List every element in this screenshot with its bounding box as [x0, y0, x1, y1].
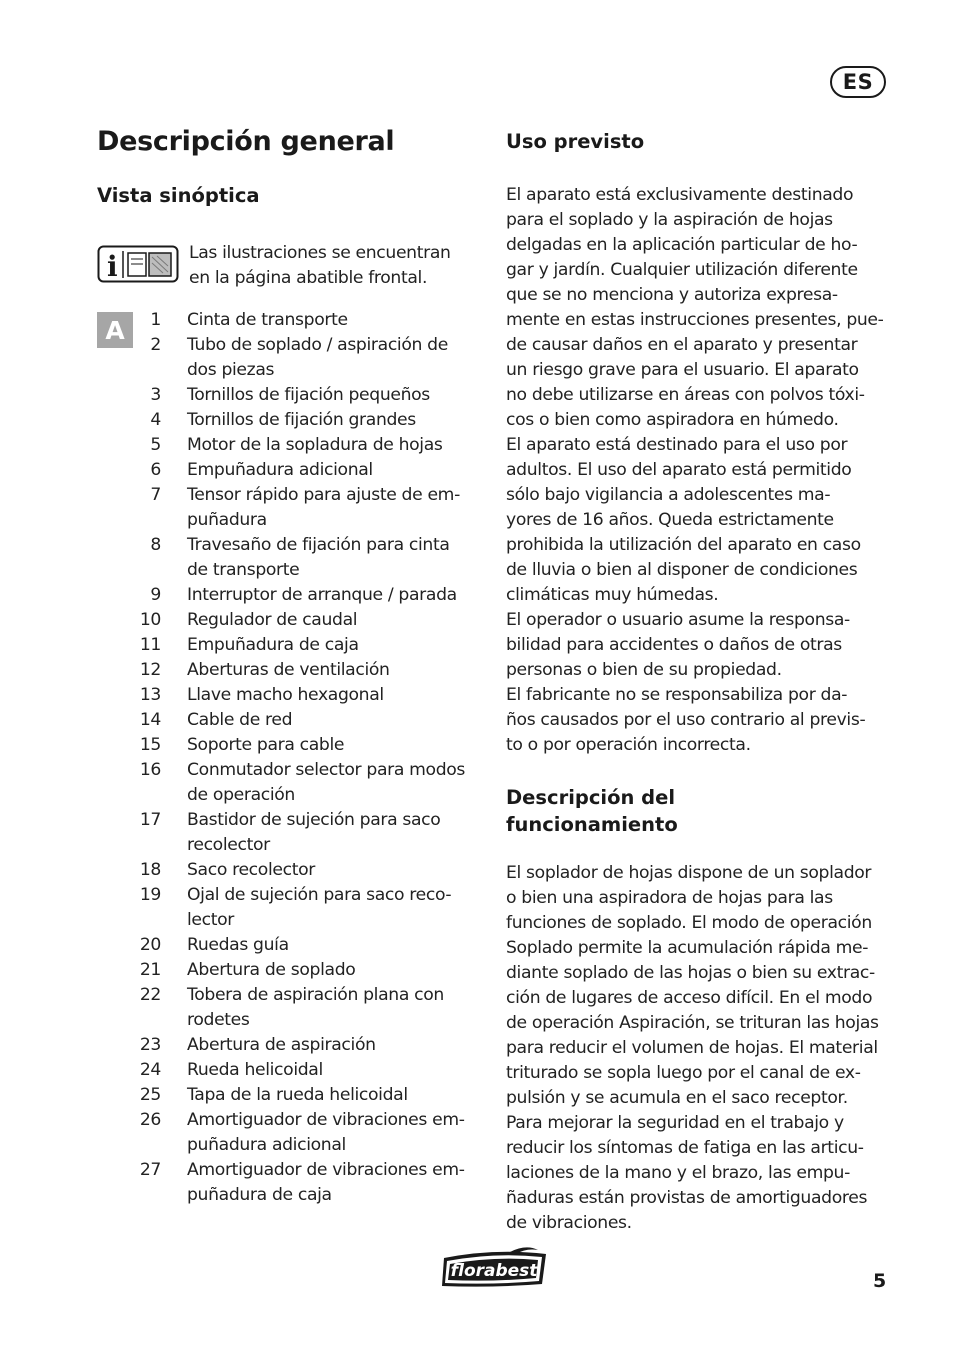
paragraph-line: El soplador de hojas dispone de un soplador: [506, 863, 872, 883]
paragraph-line: de operación Aspiración, se trituran las hojas: [506, 1013, 879, 1033]
paragraph-line: El operador o usuario asume la responsa-: [506, 610, 850, 630]
part-item: [127, 458, 489, 483]
part-item: [127, 858, 489, 883]
part-number: 23: [139, 1035, 161, 1055]
part-number: 25: [139, 1085, 161, 1105]
figure-a-marker: A: [97, 312, 133, 348]
paragraph-line: sólo bajo vigilancia a adolescentes ma-: [506, 485, 831, 505]
right-column: [506, 128, 896, 1236]
part-number: 2: [150, 335, 161, 355]
part-label: [187, 733, 489, 758]
part-number: 11: [139, 635, 161, 655]
part-item: [127, 608, 489, 633]
overview-heading: Vista sinóptica: [97, 184, 260, 207]
paragraph-line: funciones de soplado. El modo de operación: [506, 913, 872, 933]
part-item: [127, 433, 489, 458]
function-heading: [506, 784, 896, 838]
part-label-line: puñadura adicional: [187, 1135, 346, 1155]
part-label: [187, 408, 489, 433]
paragraph-line: de causar daños en el aparato y presentar: [506, 335, 858, 355]
part-label: [187, 708, 489, 733]
part-item: [127, 308, 489, 333]
paragraph-line: ños causados por el uso contrario al previs-: [506, 710, 866, 730]
part-label: [187, 633, 489, 658]
part-item: [127, 1083, 489, 1108]
part-label-line: Empuñadura adicional: [187, 460, 373, 480]
language-badge: ES: [830, 66, 886, 98]
paragraph-line: reducir los síntomas de fatiga en las articu-: [506, 1138, 864, 1158]
info-note-text: [189, 241, 489, 291]
part-item: [127, 808, 489, 858]
part-label-line: Ruedas guía: [187, 935, 289, 955]
part-item: [127, 333, 489, 383]
part-label-line: Abertura de soplado: [187, 960, 356, 980]
paragraph-line: El aparato está destinado para el uso por: [506, 435, 848, 455]
part-label: [187, 308, 489, 333]
paragraph: [506, 1111, 896, 1236]
paragraph-line: gar y jardín. Cualquier utilización diferente: [506, 260, 858, 280]
part-label-line: puñadura de caja: [187, 1185, 332, 1205]
paragraph: [506, 683, 896, 758]
part-label: [187, 858, 489, 883]
part-label: [187, 758, 489, 808]
part-item: [127, 733, 489, 758]
paragraph-line: para el soplado y la aspiración de hojas: [506, 210, 833, 230]
part-label-line: dos piezas: [187, 360, 275, 380]
info-note-line: Las ilustraciones se encuentran: [189, 243, 451, 263]
part-label-line: Travesaño de fijación para cinta: [187, 535, 450, 555]
part-item: [127, 983, 489, 1033]
paragraph-line: de lluvia o bien al disponer de condiciones: [506, 560, 858, 580]
fold-out-page-icon: [97, 245, 179, 283]
part-label-line: de transporte: [187, 560, 300, 580]
part-item: [127, 758, 489, 808]
paragraph-line: Para mejorar la seguridad en el trabajo y: [506, 1113, 844, 1133]
part-label-line: Amortiguador de vibraciones em-: [187, 1160, 465, 1180]
part-number: 3: [150, 385, 161, 405]
part-item: [127, 1108, 489, 1158]
part-number: 18: [139, 860, 161, 880]
part-item: [127, 933, 489, 958]
paragraph: [506, 183, 896, 433]
page-title: Descripción general: [97, 126, 395, 157]
paragraph-line: ción de lugares de acceso difícil. En el modo: [506, 988, 873, 1008]
part-label: [187, 958, 489, 983]
part-label: [187, 1158, 489, 1208]
part-label-line: Aberturas de ventilación: [187, 660, 390, 680]
paragraph-line: adultos. El uso del aparato está permitido: [506, 460, 852, 480]
part-label: [187, 458, 489, 483]
part-item: [127, 883, 489, 933]
part-label-line: recolector: [187, 835, 270, 855]
paragraph-line: de vibraciones.: [506, 1213, 632, 1233]
part-item: [127, 708, 489, 733]
svg-text:i: i: [107, 250, 118, 283]
part-number: 26: [139, 1110, 161, 1130]
part-number: 22: [139, 985, 161, 1005]
part-number: 17: [139, 810, 161, 830]
paragraph-line: delgadas en la aplicación particular de ho-: [506, 235, 858, 255]
part-label-line: Rueda helicoidal: [187, 1060, 323, 1080]
florabest-logo: [438, 1244, 552, 1290]
part-number: 13: [139, 685, 161, 705]
part-label-line: Tensor rápido para ajuste de em-: [187, 485, 460, 505]
part-number: 27: [139, 1160, 161, 1180]
function-heading-line: funcionamiento: [506, 813, 678, 836]
part-item: [127, 658, 489, 683]
paragraph-line: bilidad para accidentes o daños de otras: [506, 635, 842, 655]
part-label: [187, 533, 489, 583]
part-label: [187, 1083, 489, 1108]
part-number: 7: [150, 485, 161, 505]
part-label-line: Cable de red: [187, 710, 293, 730]
paragraph-line: El aparato está exclusivamente destinado: [506, 185, 854, 205]
intended-use-heading: Uso previsto: [506, 130, 645, 153]
part-number: 12: [139, 660, 161, 680]
part-item: [127, 1058, 489, 1083]
paragraph-line: triturado se sopla luego por el canal de ex-: [506, 1063, 861, 1083]
part-number: 16: [139, 760, 161, 780]
part-label: [187, 983, 489, 1033]
part-label-line: Tornillos de fijación grandes: [187, 410, 416, 430]
part-label: [187, 383, 489, 408]
part-label: [187, 683, 489, 708]
part-item: [127, 1033, 489, 1058]
part-number: 21: [139, 960, 161, 980]
info-note-line: en la página abatible frontal.: [189, 268, 428, 288]
paragraph-line: yores de 16 años. Queda estrictamente: [506, 510, 834, 530]
paragraph-line: pulsión y se acumula en el saco receptor.: [506, 1088, 848, 1108]
part-label: [187, 1108, 489, 1158]
part-label-line: Motor de la sopladura de hojas: [187, 435, 443, 455]
part-label-line: Regulador de caudal: [187, 610, 358, 630]
part-label-line: Tubo de soplado / aspiración de: [187, 335, 448, 355]
part-label-line: Llave macho hexagonal: [187, 685, 384, 705]
paragraph-line: no debe utilizarse en áreas con polvos tóxi-: [506, 385, 865, 405]
part-label-line: Conmutador selector para modos: [187, 760, 466, 780]
intended-use-text: [506, 183, 896, 758]
paragraph-line: para reducir el volumen de hojas. El material: [506, 1038, 878, 1058]
part-label-line: Tobera de aspiración plana con: [187, 985, 444, 1005]
part-label-line: de operación: [187, 785, 295, 805]
paragraph-line: o bien una aspiradora de hojas para las: [506, 888, 833, 908]
paragraph-line: laciones de la mano y el brazo, las empu-: [506, 1163, 850, 1183]
part-number: 8: [150, 535, 161, 555]
part-label-line: Bastidor de sujeción para saco: [187, 810, 441, 830]
info-note: [97, 231, 487, 291]
part-item: [127, 483, 489, 533]
parts-list: [127, 308, 489, 1208]
paragraph-line: diante soplado de las hojas o bien su extrac-: [506, 963, 875, 983]
paragraph-line: El fabricante no se responsabiliza por da-: [506, 685, 848, 705]
part-number: 6: [150, 460, 161, 480]
part-label-line: Ojal de sujeción para saco reco-: [187, 885, 452, 905]
part-number: 15: [139, 735, 161, 755]
part-item: [127, 958, 489, 983]
part-item: [127, 533, 489, 583]
part-label: [187, 1058, 489, 1083]
part-number: 10: [139, 610, 161, 630]
paragraph-line: to o por operación incorrecta.: [506, 735, 751, 755]
part-number: 24: [139, 1060, 161, 1080]
paragraph-line: personas o bien de su propiedad.: [506, 660, 782, 680]
part-item: [127, 408, 489, 433]
paragraph: [506, 433, 896, 608]
part-label-line: Soporte para cable: [187, 735, 345, 755]
paragraph-line: mente en estas instrucciones presentes, pue-: [506, 310, 884, 330]
paragraph: [506, 861, 896, 1111]
part-number: 20: [139, 935, 161, 955]
part-label: [187, 808, 489, 858]
part-label-line: Empuñadura de caja: [187, 635, 359, 655]
logo-text: florabest: [450, 1261, 538, 1281]
paragraph-line: cos o bien como aspiradora en húmedo.: [506, 410, 839, 430]
part-label-line: Tapa de la rueda helicoidal: [187, 1085, 408, 1105]
part-label-line: rodetes: [187, 1010, 250, 1030]
paragraph-line: Soplado permite la acumulación rápida me-: [506, 938, 869, 958]
paragraph-line: ñaduras están provistas de amortiguadores: [506, 1188, 868, 1208]
paragraph-line: que se no menciona y autoriza expresa-: [506, 285, 838, 305]
part-item: [127, 383, 489, 408]
part-label: [187, 433, 489, 458]
part-number: 1: [150, 310, 161, 330]
paragraph-line: un riesgo grave para el usuario. El aparato: [506, 360, 859, 380]
part-label-line: Abertura de aspiración: [187, 1035, 376, 1055]
part-label: [187, 933, 489, 958]
part-label: [187, 583, 489, 608]
function-heading-line: Descripción del: [506, 786, 676, 809]
function-text: [506, 861, 896, 1236]
part-label-line: Cinta de transporte: [187, 310, 348, 330]
part-number: 19: [139, 885, 161, 905]
page-number: 5: [873, 1270, 887, 1292]
part-label: [187, 1033, 489, 1058]
part-label-line: Tornillos de fijación pequeños: [187, 385, 430, 405]
paragraph-line: climáticas muy húmedas.: [506, 585, 719, 605]
part-item: [127, 1158, 489, 1208]
part-item: [127, 583, 489, 608]
paragraph-line: prohibida la utilización del aparato en caso: [506, 535, 861, 555]
part-label: [187, 483, 489, 533]
paragraph: [506, 608, 896, 683]
part-number: 9: [150, 585, 161, 605]
part-label-line: lector: [187, 910, 235, 930]
part-item: [127, 633, 489, 658]
part-label: [187, 883, 489, 933]
part-label: [187, 658, 489, 683]
part-label: [187, 608, 489, 633]
part-label-line: Amortiguador de vibraciones em-: [187, 1110, 465, 1130]
part-item: [127, 683, 489, 708]
part-number: 4: [150, 410, 161, 430]
part-label-line: Saco recolector: [187, 860, 315, 880]
part-number: 14: [139, 710, 161, 730]
left-column: [97, 124, 487, 1205]
part-number: 5: [150, 435, 161, 455]
part-label-line: Interruptor de arranque / parada: [187, 585, 457, 605]
part-label-line: puñadura: [187, 510, 267, 530]
part-label: [187, 333, 489, 383]
